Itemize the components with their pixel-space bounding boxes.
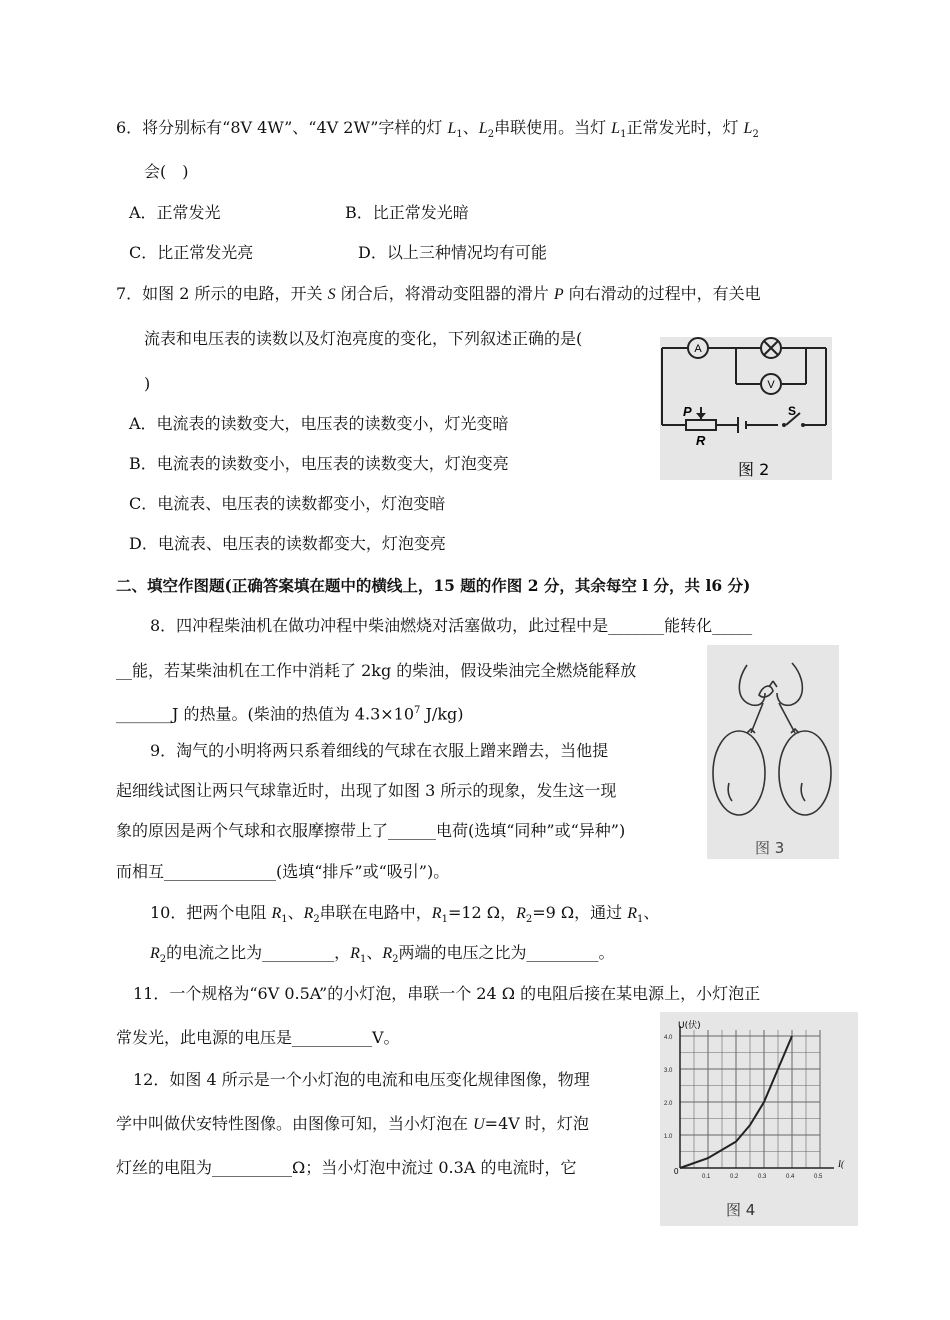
y-tick-label: 3.0	[664, 1068, 673, 1074]
q7-line-1: 7．如图 2 所示的电路，开关 S 闭合后，将滑动变阻器的滑片 P 向右滑动的过程中，有关电	[116, 284, 761, 303]
q10-line-2: $R_2$的电流之比为_________，$R_1$、$R_2$两端的电压之比为_________。	[150, 943, 615, 966]
slider-label: P	[683, 404, 692, 419]
balloons-illustration	[707, 645, 839, 859]
q6-option-b: B．比正常发光暗	[345, 203, 469, 222]
q9-line-3: 象的原因是两个气球和衣服摩擦带上了______电荷(选填“同种”或“异种”)	[116, 821, 626, 840]
q7-line-3: )	[144, 374, 151, 393]
q6-line-1: 6．将分别标有“8V 4W”、“4V 2W”字样的灯 $L_1$、$L_2$串联使用。当灯 $L_1$正常发光时，灯 $L_2$	[116, 118, 759, 141]
figure-2-circuit	[660, 337, 832, 480]
circuit-diagram	[660, 337, 832, 480]
q6-line-2: 会( )	[144, 162, 189, 181]
q8-line-3: _______J 的热量。(柴油的热值为 $4.3\times 10^7$ J/kg)	[116, 704, 464, 724]
q7-line-2: 流表和电压表的读数以及灯泡亮度的变化，下列叙述正确的是(	[144, 329, 583, 348]
q7-option-c: C．电流表、电压表的读数都变小，灯泡变暗	[129, 494, 446, 513]
q12-line-3: 灯丝的电阻为__________Ω；当小灯泡中流过 0.3A 的电流时，它	[116, 1158, 577, 1177]
q12-line-2: 学中叫做伏安特性图像。由图像可知，当小灯泡在 U=4V 时，灯泡	[116, 1114, 589, 1133]
ammeter-label: A	[694, 343, 702, 355]
rheostat-label: R	[696, 433, 706, 448]
ui-characteristic-chart	[660, 1012, 858, 1226]
origin-label: 0	[674, 1167, 679, 1176]
q11-line-1: 11．一个规格为“6V 0.5A”的小灯泡，串联一个 24 Ω 的电阻后接在某电源上，小灯泡正	[133, 984, 761, 1003]
q6-option-c: C．比正常发光亮	[129, 243, 254, 262]
x-tick-label: 0.1	[702, 1174, 711, 1180]
x-tick-label: 0.3	[758, 1174, 767, 1180]
voltmeter-label: V	[767, 379, 775, 391]
x-tick-label: 0.4	[786, 1174, 795, 1180]
q9-line-2: 起细线试图让两只气球靠近时，出现了如图 3 所示的现象，发生这一现	[116, 781, 617, 800]
q9-line-1: 9．淘气的小明将两只系着细线的气球在衣服上蹭来蹭去，当他提	[150, 741, 609, 760]
y-axis-label: U(伏)	[678, 1021, 701, 1031]
q10-line-1: 10．把两个电阻 $R_1$、$R_2$串联在电路中，$R_1=12$ Ω，$R_2=9$ Ω，通过 $R_1$、	[150, 903, 660, 926]
q8-line-2: __能，若某柴油机在工作中消耗了 2kg 的柴油，假设柴油完全燃烧能释放	[116, 661, 637, 680]
section-2-heading: 二、填空作图题(正确答案填在题中的横线上，15 题的作图 2 分，其余每空 l 分，共 l6 分)	[116, 576, 751, 595]
x-axis-label: I(	[838, 1159, 844, 1169]
q6-option-d: D．以上三种情况均有可能	[358, 243, 547, 262]
q12-line-1: 12．如图 4 所示是一个小灯泡的电流和电压变化规律图像，物理	[133, 1070, 590, 1089]
q8-line-1: 8．四冲程柴油机在做功冲程中柴油燃烧对活塞做功，此过程中是_______能转化_____	[150, 616, 753, 635]
y-tick-label: 2.0	[664, 1101, 673, 1107]
y-tick-label: 1.0	[664, 1134, 673, 1140]
q7-option-d: D．电流表、电压表的读数都变大，灯泡变亮	[129, 534, 446, 553]
figure-4-chart	[660, 1012, 858, 1226]
q7-option-b: B．电流表的读数变小，电压表的读数变大，灯泡变亮	[129, 454, 509, 473]
x-tick-label: 0.5	[814, 1174, 823, 1180]
figure-4-caption: 图 4	[726, 1201, 756, 1219]
x-tick-label: 0.2	[730, 1174, 739, 1180]
slider-arrow-icon	[696, 413, 706, 419]
q11-line-2: 常发光，此电源的电压是__________V。	[116, 1028, 400, 1047]
switch-label: S	[788, 404, 797, 418]
q9-line-4: 而相互______________(选填“排斥”或“吸引”)。	[116, 862, 450, 881]
figure-2-caption: 图 2	[738, 460, 770, 479]
figure-3-caption: 图 3	[755, 839, 785, 857]
y-tick-label: 4.0	[664, 1035, 673, 1041]
q7-option-a: A．电流表的读数变大，电压表的读数变小，灯光变暗	[129, 414, 509, 433]
q6-option-a: A．正常发光	[129, 203, 221, 222]
figure-3-balloons	[707, 645, 839, 859]
